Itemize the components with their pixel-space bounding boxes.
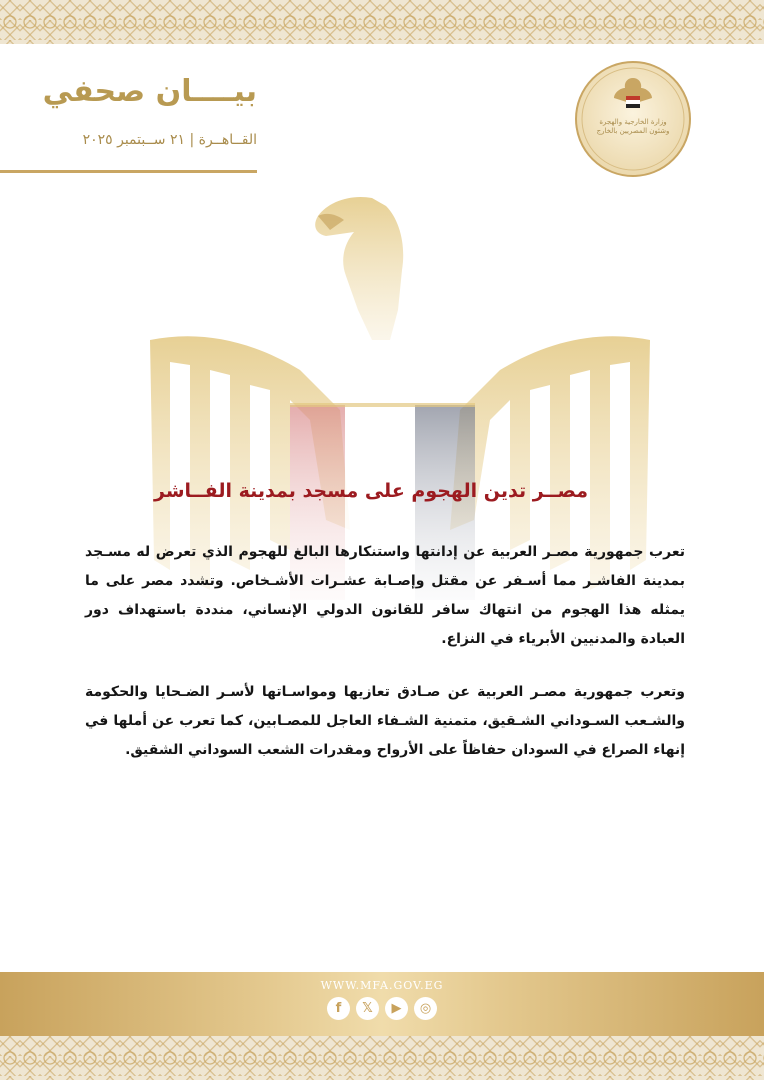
page-title: بيــــان صحفي — [42, 74, 257, 109]
heading-divider — [0, 170, 257, 173]
facebook-icon[interactable]: f — [327, 997, 350, 1020]
top-ornamental-border — [0, 0, 764, 44]
x-icon[interactable]: 𝕏 — [356, 997, 379, 1020]
body-paragraph-2: وتعرب جمهورية مصـر العربية عن صـادق تعازيها ومواسـاتها لأسـر الضـحايا والحكومة والشـعب السـوداني الشـقيق، متمنية الشـفاء العاجل للمصـابين، كما تعرب عن أملها في إنهاء الصراع في السودان حفاظاً على الأرواح ومقدرات الشعب السوداني الشقيق. — [85, 684, 685, 758]
date-line: القــاهــرة | ٢١ ســبتمبر ٢٠٢٥ — [82, 132, 257, 148]
release-headline: مصــر تدين الهجوم على مسجد بمدينة الفــاشر — [154, 480, 588, 502]
bottom-ornamental-border — [0, 1036, 764, 1080]
instagram-icon[interactable]: ◎ — [414, 997, 437, 1020]
body-paragraph-1: تعرب جمهورية مصـر العربية عن إدانتها واستنكارها البالغ للهجوم الذي تعرض له مسـجد بمدينة الفاشـر مما أسـفر عن مقتل وإصـابة عشـرات الأشـخاص. وتشدد مصر على ما يمثله هذا الهجوم من انتهاك سافر للقانون الدولي الإنساني، منددة باستهداف دور العبادة والمدنيين الأبرياء في النزاع. — [85, 544, 685, 647]
youtube-icon[interactable]: ▶ — [385, 997, 408, 1020]
social-links — [327, 997, 437, 1023]
seal-caption: وزارة الخارجية والهجرة وشئون المصريين بالخارج — [596, 118, 670, 135]
website-link[interactable]: WWW.MFA.GOV.EG — [320, 979, 444, 992]
